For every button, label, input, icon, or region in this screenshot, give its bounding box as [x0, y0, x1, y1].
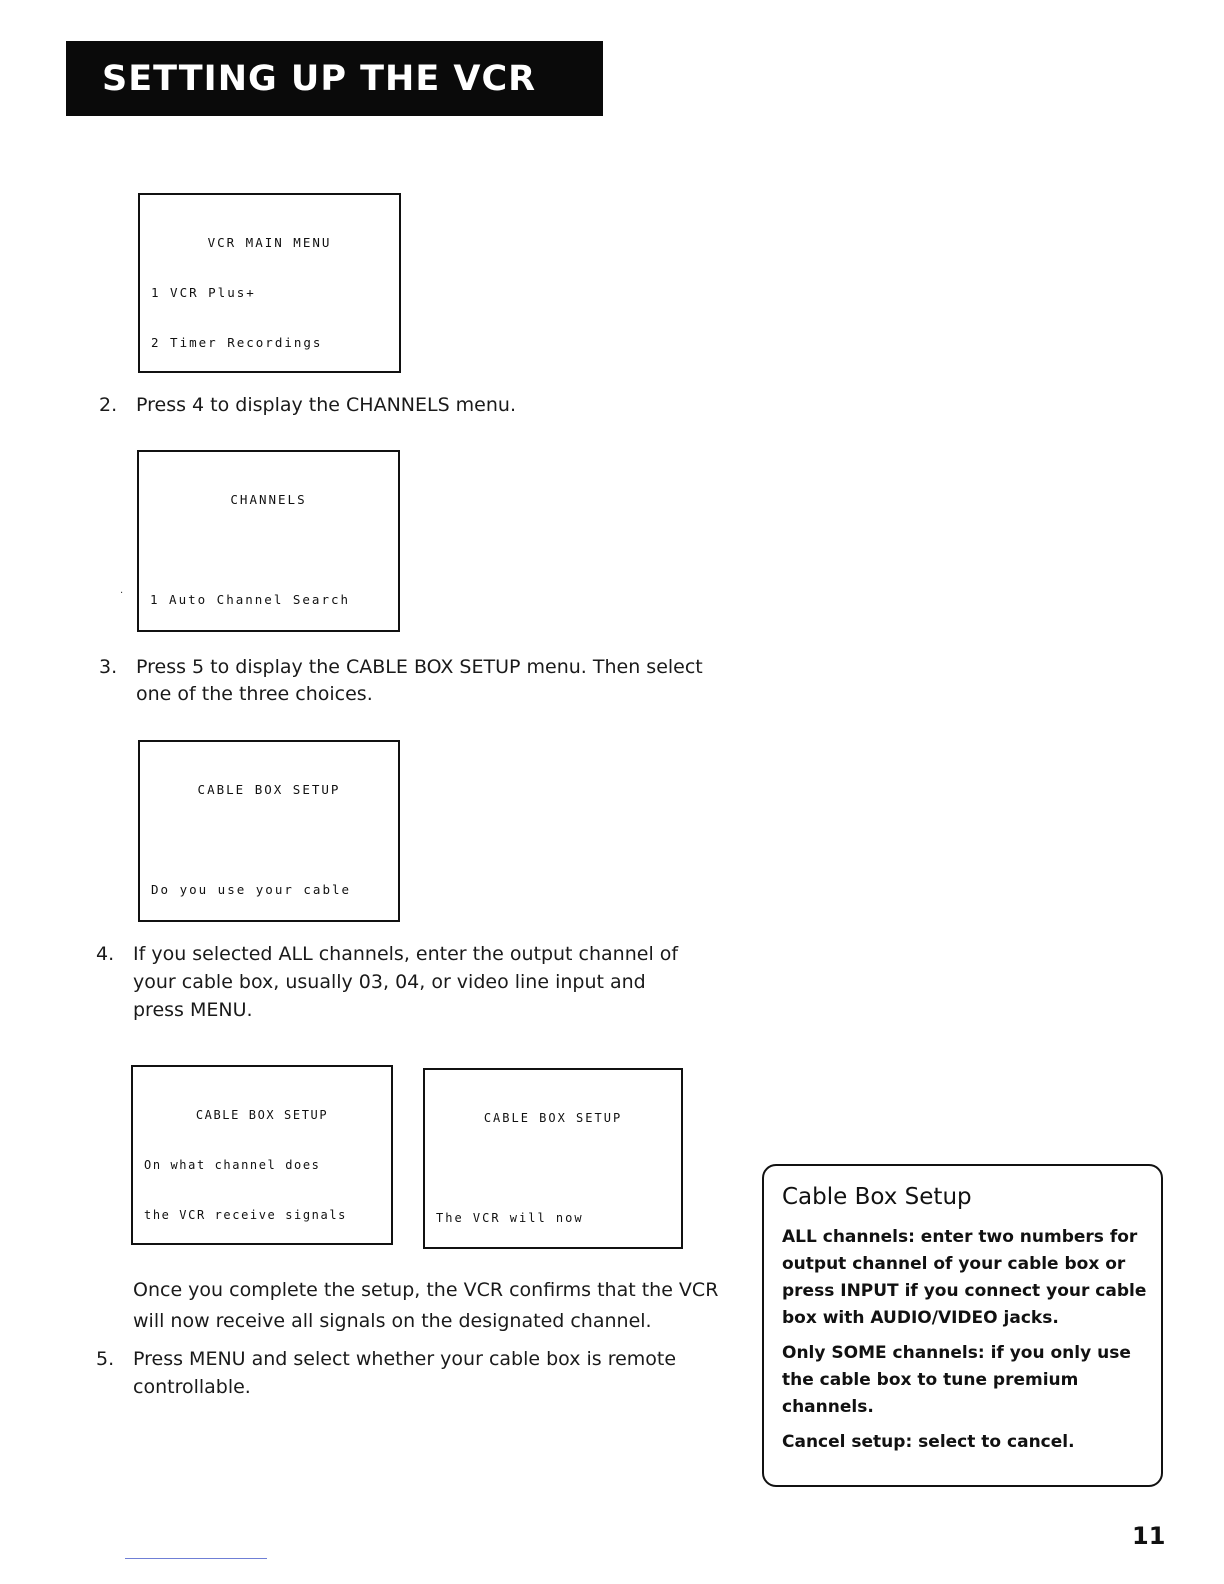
note-all-channels: ALL channels: enter two numbers for output channel of your cable box or press INPUT if you connect your cable box with AUDIO/VIDEO jacks.	[782, 1227, 1147, 1328]
step-number: 3.	[99, 656, 118, 678]
footer-rule	[125, 1558, 267, 1559]
step-number: 4.	[96, 943, 115, 965]
prompt-line: the VCR receive signals	[144, 1207, 347, 1222]
note-cancel: Cancel setup: select to cancel.	[782, 1432, 1075, 1452]
confirm-title: CABLE BOX SETUP	[483, 1111, 623, 1126]
confirm-screen	[423, 1068, 683, 1249]
channels-item: 1 Auto Channel Search	[150, 591, 351, 607]
step-text-line: controllable.	[133, 1376, 251, 1398]
paragraph-line: Once you complete the setup, the VCR confirms that the VCR	[133, 1279, 719, 1301]
step-text-line: your cable box, usually 03, 04, or video line input and	[133, 971, 646, 993]
step-text: Press 4 to display the CHANNELS menu.	[136, 394, 516, 416]
chapter-header	[66, 41, 603, 116]
note-title: Cable Box Setup	[782, 1184, 972, 1210]
main-menu-title: VCR MAIN MENU	[207, 235, 332, 251]
chapter-title: SETTING UP THE VCR	[102, 58, 537, 99]
page-number: 11	[1132, 1522, 1166, 1550]
channel-entry-title: CABLE BOX SETUP	[195, 1108, 329, 1123]
step-text-line: If you selected ALL channels, enter the output channel of	[133, 943, 679, 965]
cable-box-setup-screen	[138, 740, 400, 922]
step-text-line: one of the three choices.	[136, 683, 373, 705]
scan-mark: ·	[120, 588, 124, 599]
cable-box-setup-title: CABLE BOX SETUP	[197, 782, 341, 798]
main-menu-item: 1 VCR Plus+	[151, 284, 256, 300]
question-line: Do you use your cable	[151, 881, 352, 897]
confirm-line: The VCR will now	[436, 1210, 584, 1225]
paragraph-line: will now receive all signals on the designated channel.	[133, 1310, 652, 1332]
step-text-line: Press MENU and select whether your cable box is remote	[133, 1348, 677, 1370]
step-number: 5.	[96, 1348, 115, 1370]
confirm-paragraph	[133, 1275, 718, 1337]
main-menu-screen	[138, 193, 401, 373]
main-menu-item: 2 Timer Recordings	[151, 334, 323, 350]
note-some-channels: Only SOME channels: if you only use the cable box to tune premium channels.	[782, 1343, 1131, 1417]
channels-title: CHANNELS	[230, 492, 307, 508]
step-text-line: Press 5 to display the CABLE BOX SETUP menu. Then select	[136, 656, 703, 678]
step-number: 2.	[99, 394, 118, 416]
channel-entry-screen	[131, 1065, 393, 1245]
prompt-line: On what channel does	[144, 1157, 321, 1172]
cable-box-setup-note	[762, 1164, 1163, 1487]
step-text-line: press MENU.	[133, 999, 253, 1021]
channels-screen	[137, 450, 400, 632]
